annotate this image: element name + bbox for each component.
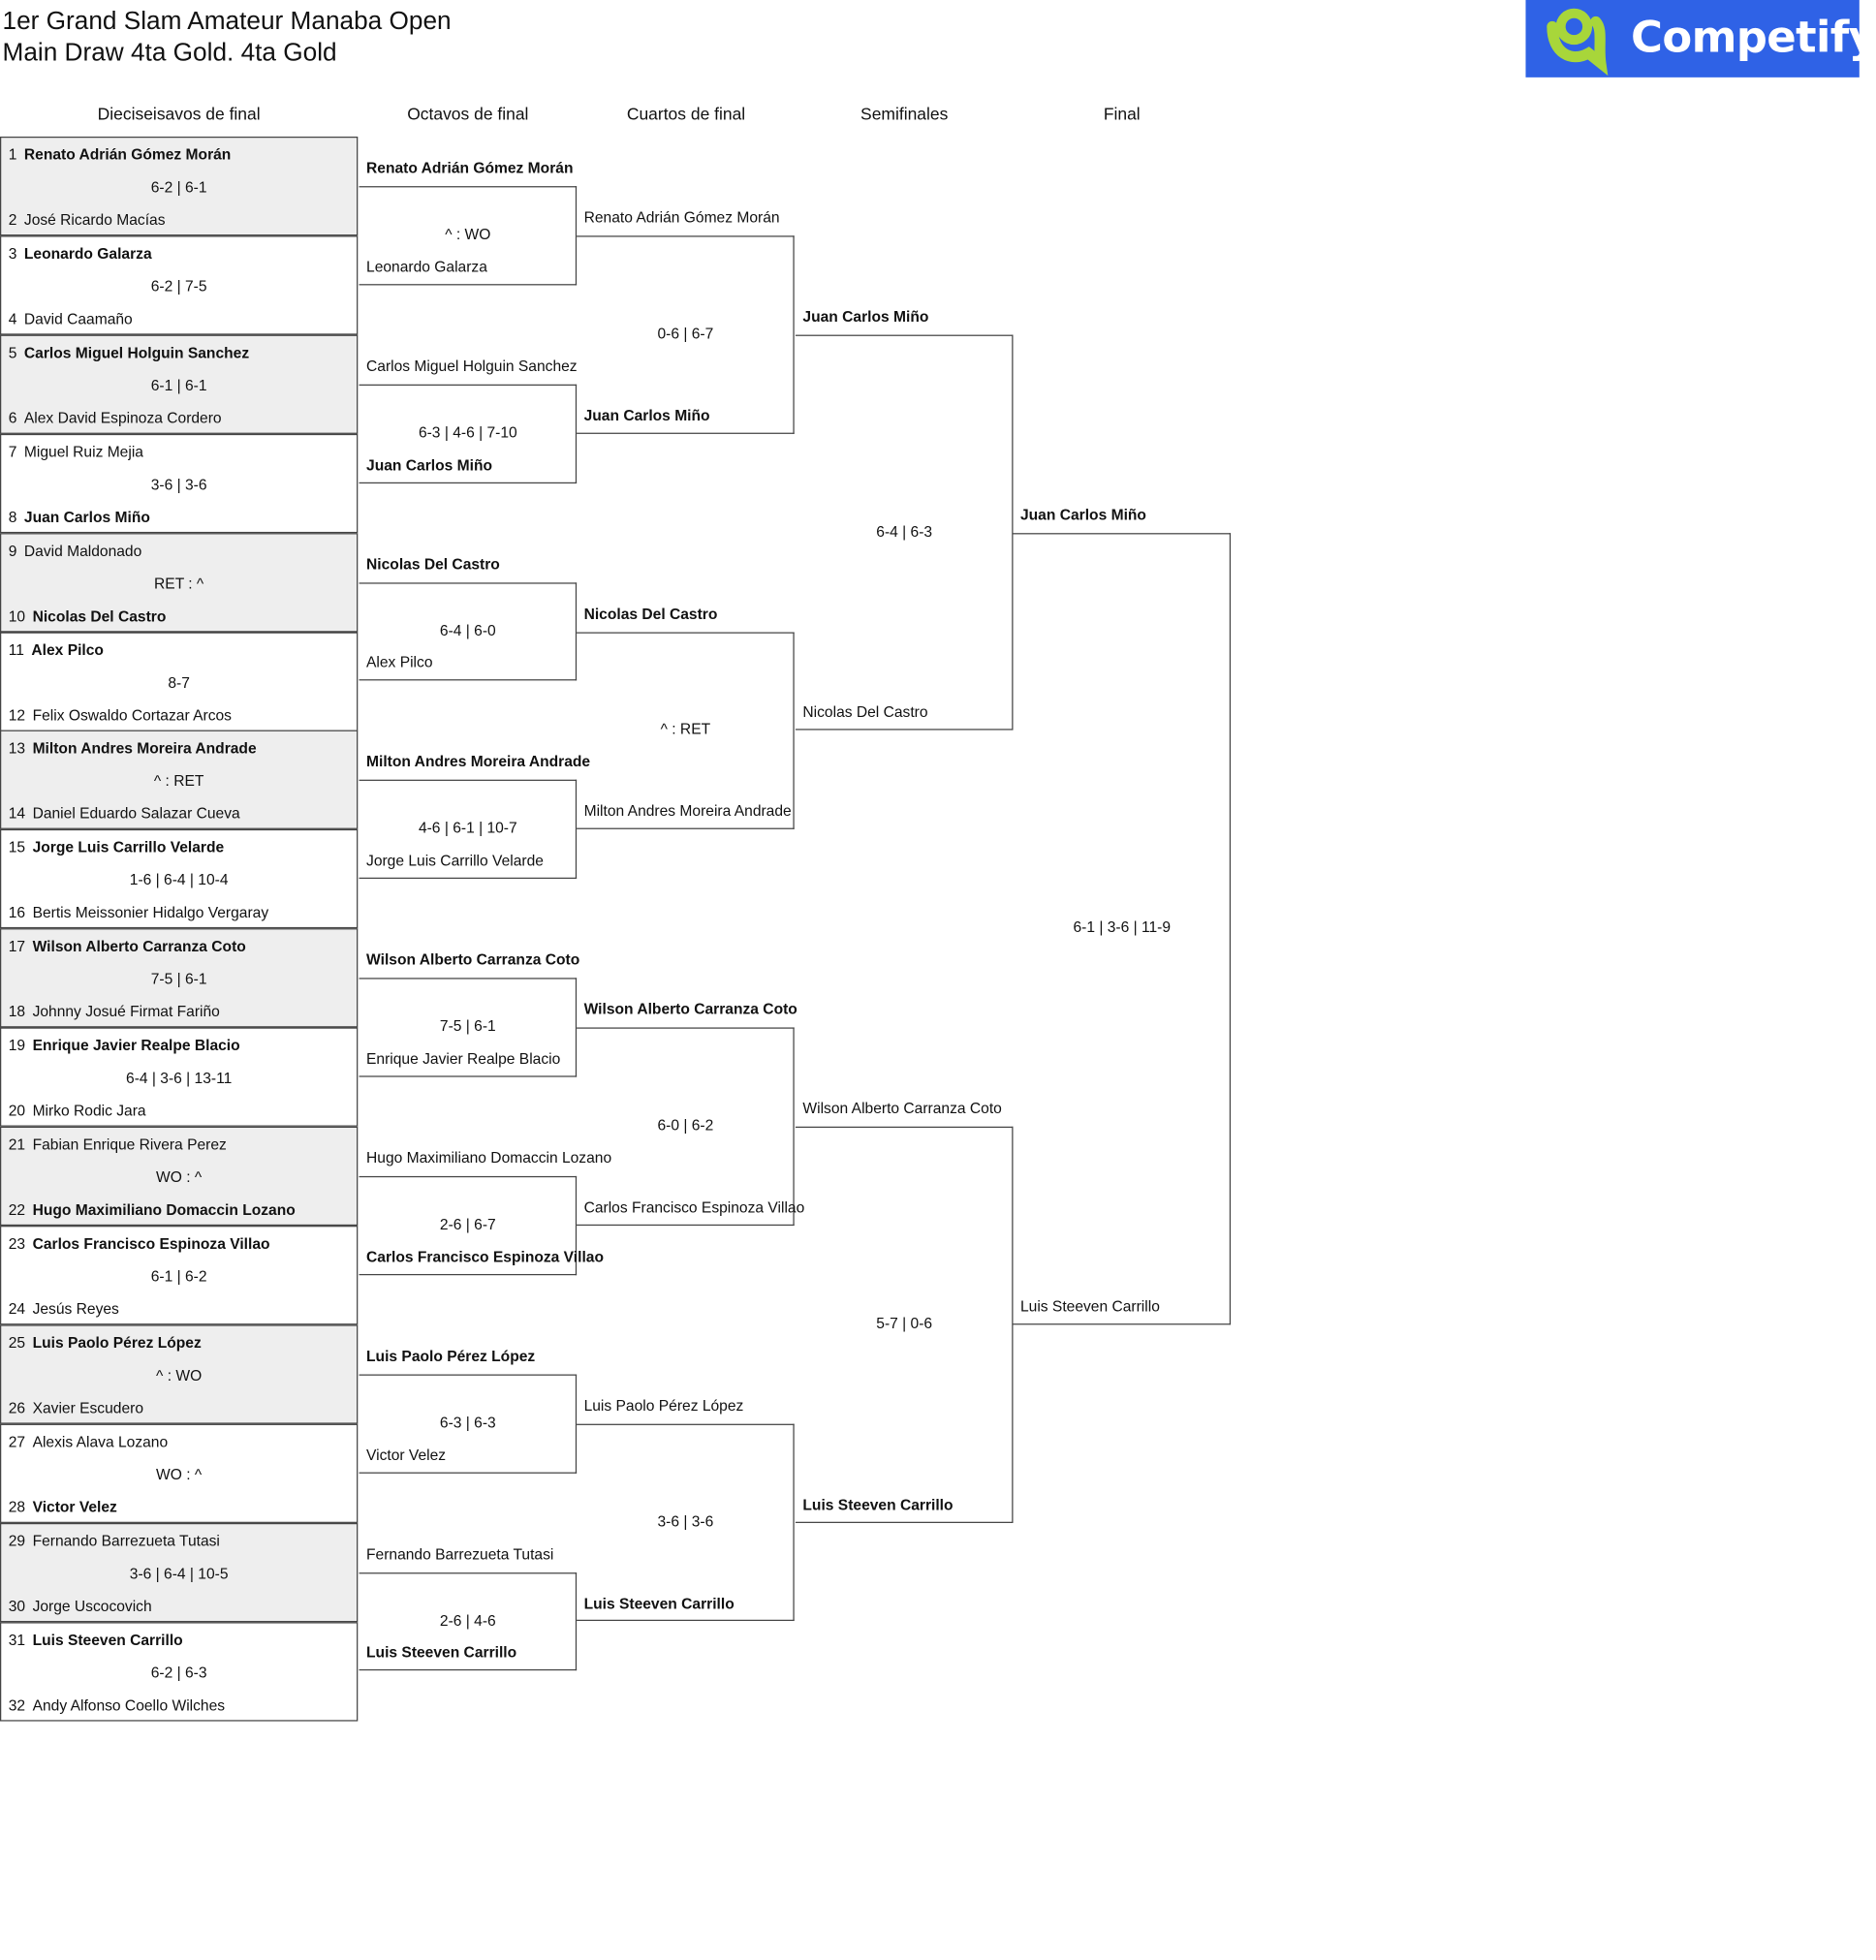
player-entry[interactable]: [9, 1004, 352, 1020]
player-entry[interactable]: [9, 1136, 352, 1153]
match-box: [0, 533, 358, 632]
player-seed: 4: [8, 310, 17, 327]
player-name: Enrique Javier Realpe Blacio: [32, 1037, 240, 1055]
player-name: Luis Steeven Carrillo: [32, 1631, 183, 1649]
player-name: Victor Velez: [32, 1498, 117, 1516]
player-entry[interactable]: [9, 1632, 352, 1648]
player-name: José Ricardo Macías: [23, 211, 166, 229]
player-entry[interactable]: [9, 1038, 352, 1054]
player-seed: 7: [8, 443, 17, 460]
player-seed: 28: [8, 1498, 26, 1516]
round-header-octavos: Octavos de final: [407, 104, 529, 124]
player-entry[interactable]: [9, 641, 352, 658]
player-entry[interactable]: [9, 1399, 352, 1416]
player-seed: 23: [8, 1234, 26, 1253]
match-box: [0, 1324, 358, 1423]
player-seed: 13: [8, 740, 26, 758]
player-name: Jesús Reyes: [32, 1300, 119, 1318]
player-name[interactable]: Leonardo Galarza: [366, 258, 487, 276]
player-seed: 30: [8, 1597, 26, 1615]
player-name[interactable]: Nicolas Del Castro: [583, 605, 718, 622]
player-entry[interactable]: [9, 1300, 352, 1317]
player-entry[interactable]: [9, 1201, 352, 1218]
match-score: 7-5 | 6-1: [439, 1017, 496, 1036]
player-name: Felix Oswaldo Cortazar Arcos: [32, 706, 232, 724]
player-name: Daniel Eduardo Salazar Cueva: [32, 805, 240, 823]
player-name[interactable]: Fernando Barrezueta Tutasi: [366, 1545, 554, 1563]
round-header-semifinales: Semifinales: [860, 104, 949, 124]
match-score: 3-6 | 6-4 | 10-5: [129, 1565, 229, 1582]
match-score: 6-3 | 4-6 | 7-10: [418, 423, 517, 441]
match-score: 6-1 | 3-6 | 11-9: [1073, 918, 1172, 936]
tournament-title: 1er Grand Slam Amateur Manaba Open: [2, 7, 452, 36]
match-score: 6-4 | 3-6 | 13-11: [126, 1070, 233, 1087]
player-entry[interactable]: [9, 509, 352, 525]
player-seed: 31: [8, 1631, 26, 1649]
player-seed: 25: [8, 1334, 26, 1352]
player-name[interactable]: Victor Velez: [366, 1446, 447, 1464]
draw-subtitle: Main Draw 4ta Gold. 4ta Gold: [2, 38, 337, 67]
player-name: David Maldonado: [23, 542, 142, 560]
match-score: 6-1 | 6-1: [150, 376, 207, 394]
player-name: Jorge Luis Carrillo Velarde: [32, 839, 225, 856]
player-entry[interactable]: [9, 805, 352, 822]
player-seed: 19: [8, 1037, 26, 1055]
player-name[interactable]: Wilson Alberto Carranza Coto: [802, 1100, 1002, 1117]
player-seed: 10: [8, 607, 26, 625]
match-box: [0, 1622, 358, 1721]
player-name: Luis Paolo Pérez López: [32, 1334, 202, 1352]
match-score: 3-6 | 3-6: [657, 1512, 714, 1530]
player-seed: 22: [8, 1201, 26, 1219]
player-entry[interactable]: [9, 1103, 352, 1119]
match-score: 2-6 | 6-7: [439, 1215, 496, 1233]
player-seed: 5: [8, 344, 17, 361]
match-box: [0, 731, 358, 829]
player-name: Xavier Escudero: [32, 1399, 143, 1416]
match-box: [0, 235, 358, 334]
player-name[interactable]: Wilson Alberto Carranza Coto: [583, 1001, 797, 1018]
player-name: David Caamaño: [23, 310, 133, 327]
player-entry[interactable]: [9, 310, 352, 327]
player-seed: 11: [8, 640, 24, 659]
player-seed: 29: [8, 1532, 26, 1549]
player-name: Bertis Meissonier Hidalgo Vergaray: [32, 904, 269, 922]
player-seed: 21: [8, 1136, 26, 1154]
player-entry[interactable]: [9, 1696, 352, 1713]
player-name: Jorge Uscocovich: [32, 1597, 152, 1615]
player-name: Nicolas Del Castro: [32, 607, 167, 625]
player-name: Wilson Alberto Carranza Coto: [32, 938, 246, 955]
player-entry[interactable]: [9, 938, 352, 954]
match-score: ^ : RET: [660, 721, 711, 738]
player-name: Renato Adrián Gómez Morán: [23, 145, 232, 164]
match-score: RET : ^: [154, 575, 204, 592]
player-name: Milton Andres Moreira Andrade: [32, 740, 257, 758]
player-entry[interactable]: [9, 443, 352, 459]
match-score: ^ : RET: [153, 772, 204, 791]
player-name[interactable]: Juan Carlos Miño: [583, 407, 710, 424]
player-name[interactable]: Luis Steeven Carrillo: [802, 1496, 954, 1513]
competify-logo[interactable]: [1525, 0, 1876, 78]
player-name[interactable]: Luis Steeven Carrillo: [366, 1644, 517, 1662]
match-score: 6-1 | 6-2: [150, 1267, 207, 1286]
player-name: Andy Alfonso Coello Wilches: [32, 1696, 226, 1714]
player-name[interactable]: Hugo Maximiliano Domaccin Lozano: [366, 1149, 612, 1167]
player-entry[interactable]: [9, 1334, 352, 1351]
match-score: 6-2 | 7-5: [150, 277, 207, 296]
match-score: 1-6 | 6-4 | 10-4: [129, 871, 229, 889]
player-name[interactable]: Alex Pilco: [366, 654, 433, 671]
player-entry[interactable]: [9, 211, 352, 228]
player-name[interactable]: Juan Carlos Miño: [802, 307, 929, 326]
player-seed: 6: [8, 409, 17, 427]
player-name[interactable]: Milton Andres Moreira Andrade: [583, 802, 792, 821]
match-score: WO : ^: [156, 1465, 203, 1483]
competify-person-icon: [1525, 0, 1622, 78]
player-entry[interactable]: [9, 1532, 352, 1548]
player-seed: 3: [8, 245, 17, 263]
match-box: [0, 137, 358, 235]
player-name: Miguel Ruiz Mejia: [23, 443, 143, 460]
logo-text: Competify: [1631, 13, 1876, 63]
player-name[interactable]: Renato Adrián Gómez Morán: [583, 208, 780, 227]
player-name: Leonardo Galarza: [23, 245, 152, 263]
player-name: Johnny Josué Firmat Fariño: [32, 1003, 220, 1021]
player-entry[interactable]: [9, 146, 352, 163]
match-box: [0, 1423, 358, 1522]
player-entry[interactable]: [9, 410, 352, 426]
player-name[interactable]: Jorge Luis Carrillo Velarde: [366, 852, 544, 870]
player-seed: 9: [8, 542, 17, 560]
player-name[interactable]: Nicolas Del Castro: [366, 555, 500, 573]
player-name[interactable]: Enrique Javier Realpe Blacio: [366, 1050, 561, 1068]
player-name[interactable]: Luis Paolo Pérez López: [583, 1396, 744, 1415]
match-box: [0, 1522, 358, 1621]
player-seed: 8: [8, 508, 17, 526]
player-name[interactable]: Wilson Alberto Carranza Coto: [366, 951, 580, 969]
player-seed: 32: [8, 1696, 26, 1714]
player-entry[interactable]: [9, 1598, 352, 1614]
match-score: 6-2 | 6-3: [150, 1664, 207, 1681]
player-seed: 20: [8, 1102, 26, 1120]
match-box: [0, 928, 358, 1027]
player-entry[interactable]: [9, 344, 352, 360]
player-seed: 27: [8, 1433, 26, 1450]
match-box: [0, 334, 358, 433]
player-name[interactable]: Carlos Francisco Espinoza Villao: [366, 1248, 605, 1266]
match-score: 6-2 | 6-1: [150, 178, 207, 197]
match-box: [0, 1127, 358, 1226]
player-entry[interactable]: [9, 1235, 352, 1252]
player-name: Carlos Miguel Holguin Sanchez: [23, 344, 250, 361]
player-name: Mirko Rodic Jara: [32, 1102, 146, 1120]
player-name[interactable]: Carlos Miguel Holguin Sanchez: [366, 357, 578, 375]
player-seed: 1: [8, 145, 17, 164]
player-name[interactable]: Juan Carlos Miño: [1019, 506, 1146, 523]
player-seed: 17: [8, 938, 26, 955]
player-name[interactable]: Luis Steeven Carrillo: [1019, 1297, 1160, 1316]
match-box: [0, 1226, 358, 1324]
player-name: Alex Pilco: [31, 640, 104, 659]
match-score: 0-6 | 6-7: [657, 325, 714, 342]
player-name: Hugo Maximiliano Domaccin Lozano: [32, 1201, 296, 1219]
player-seed: 24: [8, 1300, 26, 1318]
player-name[interactable]: Luis Paolo Pérez López: [366, 1347, 536, 1365]
match-score: 6-4 | 6-0: [439, 621, 496, 639]
match-score: ^ : WO: [445, 226, 491, 243]
round-header-cuartos: Cuartos de final: [626, 104, 746, 124]
player-entry[interactable]: [9, 607, 352, 624]
player-entry[interactable]: [9, 1499, 352, 1515]
player-name[interactable]: Nicolas Del Castro: [802, 703, 928, 722]
match-box: [0, 433, 358, 532]
player-seed: 12: [8, 706, 26, 724]
player-entry[interactable]: [9, 905, 352, 921]
player-seed: 26: [8, 1399, 26, 1416]
player-name[interactable]: Renato Adrián Gómez Morán: [366, 159, 574, 177]
match-score: 8-7: [168, 673, 190, 692]
round-header-dieciseisavos: Dieciseisavos de final: [97, 104, 261, 124]
player-name: Alexis Alava Lozano: [32, 1433, 169, 1450]
match-score: 4-6 | 6-1 | 10-7: [418, 820, 517, 837]
match-score: 2-6 | 4-6: [439, 1611, 496, 1630]
player-entry[interactable]: [9, 245, 352, 262]
player-seed: 15: [8, 839, 26, 856]
player-name: Fernando Barrezueta Tutasi: [32, 1532, 220, 1549]
player-name[interactable]: Luis Steeven Carrillo: [583, 1595, 735, 1612]
match-score: 6-3 | 6-3: [439, 1414, 496, 1431]
player-name[interactable]: Milton Andres Moreira Andrade: [366, 753, 591, 771]
match-box: [0, 1028, 358, 1127]
match-box: [0, 829, 358, 928]
match-score: 6-4 | 6-3: [876, 522, 933, 541]
match-score: 6-0 | 6-2: [657, 1116, 714, 1135]
player-name: Juan Carlos Miño: [23, 508, 150, 526]
player-name: Fabian Enrique Rivera Perez: [32, 1136, 227, 1154]
player-name[interactable]: Carlos Francisco Espinoza Villao: [583, 1198, 805, 1216]
match-score: 5-7 | 0-6: [876, 1315, 933, 1332]
player-seed: 18: [8, 1003, 26, 1021]
player-seed: 16: [8, 904, 26, 922]
match-score: WO : ^: [156, 1168, 203, 1186]
player-name: Alex David Espinoza Cordero: [23, 409, 222, 427]
player-entry[interactable]: [9, 839, 352, 856]
round-header-final: Final: [1103, 104, 1141, 124]
match-score: ^ : WO: [156, 1366, 203, 1384]
match-score: 7-5 | 6-1: [150, 971, 207, 988]
player-entry[interactable]: [9, 1433, 352, 1449]
player-name[interactable]: Juan Carlos Miño: [366, 456, 493, 474]
player-seed: 2: [8, 211, 17, 229]
player-name: Carlos Francisco Espinoza Villao: [32, 1234, 270, 1253]
player-entry[interactable]: [9, 740, 352, 757]
player-entry[interactable]: [9, 706, 352, 723]
match-score: 3-6 | 3-6: [150, 476, 207, 493]
match-box: [0, 632, 358, 731]
player-entry[interactable]: [9, 543, 352, 559]
player-seed: 14: [8, 805, 26, 823]
